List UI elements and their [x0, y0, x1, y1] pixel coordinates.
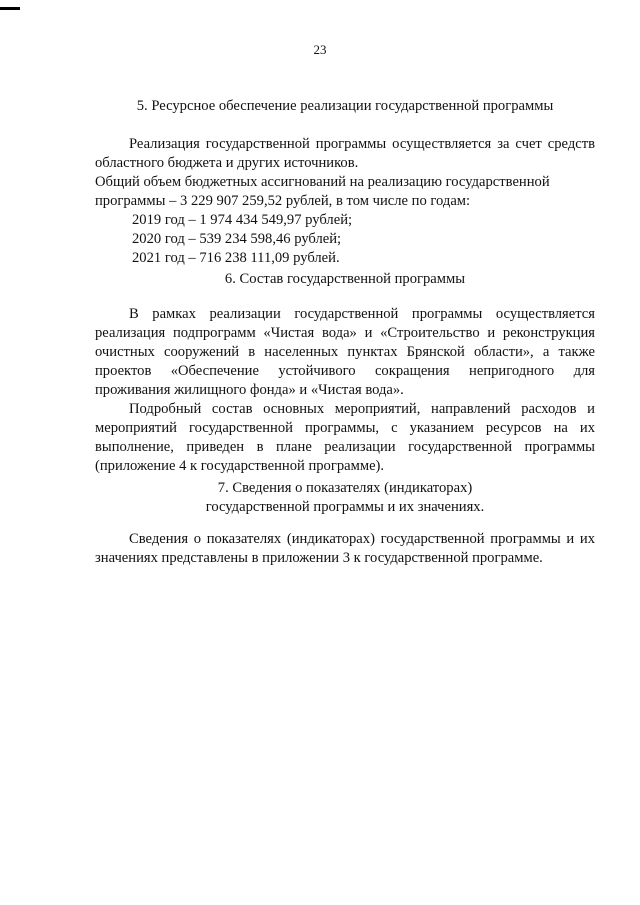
section-7-line-2: значениях представлены в приложении 3 к государственной программе. — [95, 550, 543, 566]
section-7-heading-line-1: 7. Сведения о показателях (индикаторах) — [217, 480, 473, 496]
section-5-heading: 5. Ресурсное обеспечение реализации государственной программы — [136, 98, 554, 114]
section-6-p1-line-1: В рамках реализации государственной программы осуществляется — [129, 306, 595, 322]
section-6-p2-line-2: мероприятий государственной программы, с указанием ресурсов на их — [95, 420, 595, 436]
section-6-p2-line-3: выполнение, приведен в плане реализации государственной программы — [95, 439, 595, 455]
scan-edge-mark — [0, 7, 20, 10]
section-6-paragraph-2 — [95, 400, 595, 476]
year-2019-amount: 2019 год – 1 974 434 549,97 рублей; — [132, 212, 353, 228]
section-6-p1-line-4: проектов «Обеспечение устойчивого сокращения непригодного для — [95, 363, 595, 379]
section-7-line-1: Сведения о показателях (индикаторах) государственной программы и их — [129, 531, 595, 547]
section-6-paragraph-1 — [95, 305, 595, 400]
section-6-p1-line-5: проживания жилищного фонда» и «Чистая вода». — [95, 382, 404, 398]
page-number: 23 — [313, 42, 327, 57]
section-5-line-4: программы – 3 229 907 259,52 рублей, в том числе по годам: — [95, 193, 471, 209]
year-2021-amount: 2021 год – 716 238 111,09 рублей. — [132, 250, 340, 266]
section-7-paragraph — [95, 530, 595, 568]
section-6-p1-line-3: очистных сооружений в населенных пунктах Брянской области», а также — [95, 344, 595, 360]
section-7-heading — [95, 479, 595, 517]
section-5-line-3: Общий объем бюджетных ассигнований на реализацию государственной — [95, 174, 550, 190]
section-5-line-2: областного бюджета и других источников. — [95, 155, 359, 171]
section-5-line-1: Реализация государственной программы осуществляется за счет средств — [129, 136, 595, 152]
section-5-body — [95, 135, 595, 268]
section-6-heading: 6. Состав государственной программы — [224, 271, 466, 287]
section-6-p1-line-2: реализация подпрограмм «Чистая вода» и «Строительство и реконструкция — [95, 325, 595, 341]
section-7-heading-line-2: государственной программы и их значениях. — [205, 499, 485, 515]
section-6-p2-line-4: (приложение 4 к государственной программе). — [95, 458, 385, 474]
year-2020-amount: 2020 год – 539 234 598,46 рублей; — [132, 231, 342, 247]
section-6-p2-line-1: Подробный состав основных мероприятий, направлений расходов и — [129, 401, 595, 417]
